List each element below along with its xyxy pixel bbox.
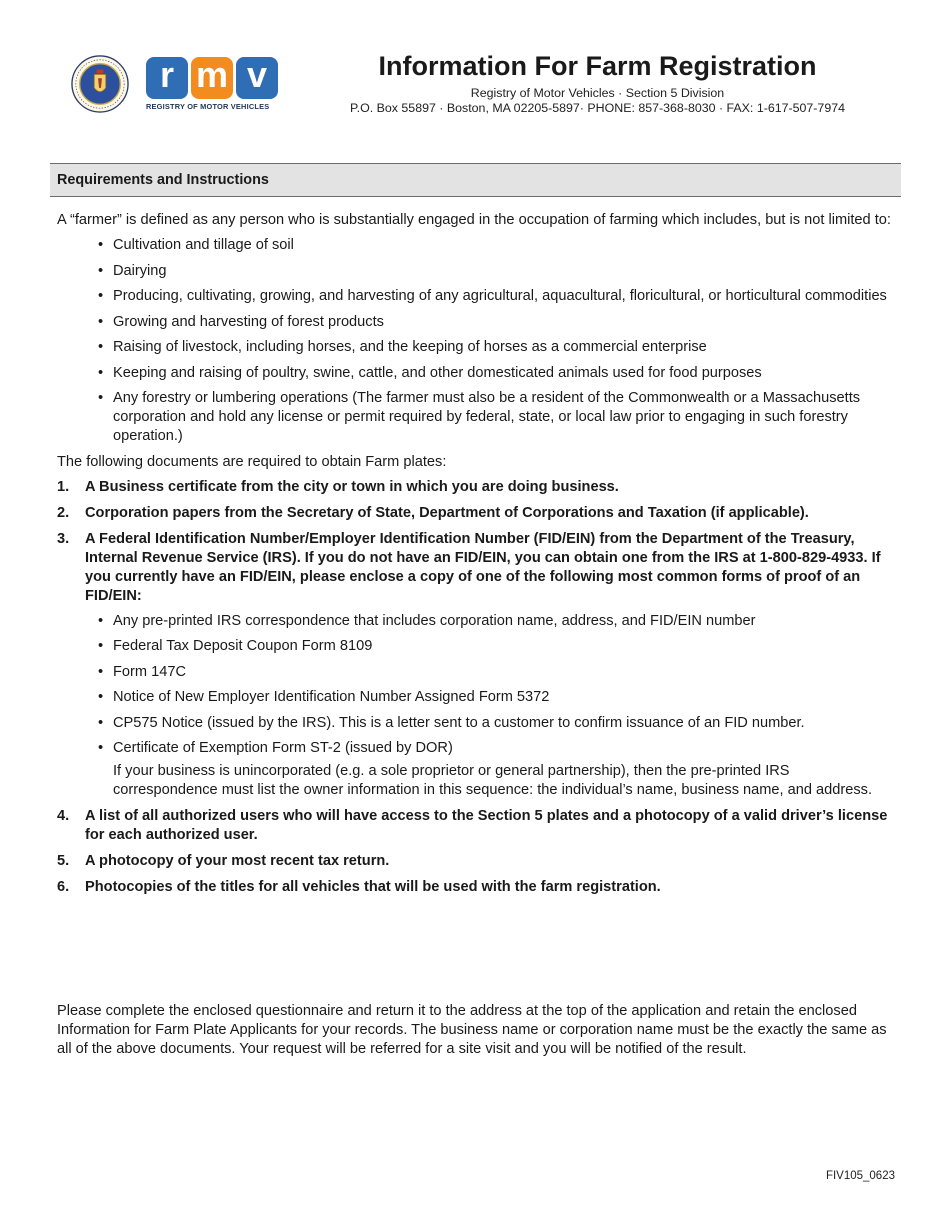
- section-title: Requirements and Instructions: [57, 172, 269, 188]
- rmv-logo-letter-r: r: [146, 57, 188, 99]
- list-item: • Notice of New Employer Identification Number Assigned Form 5372: [98, 688, 897, 707]
- requirement-text: A photocopy of your most recent tax return.: [85, 853, 390, 869]
- instructions-body: [57, 211, 897, 904]
- fid-proof-list: [85, 612, 897, 801]
- requirements-list: [57, 478, 897, 898]
- requirement-item: [57, 807, 897, 845]
- list-item: • Cultivation and tillage of soil: [98, 236, 897, 255]
- list-item: [98, 739, 897, 800]
- list-item: • Any pre-printed IRS correspondence that includes corporation name, address, and FID/EIN number: [98, 612, 897, 631]
- rmv-logo: [146, 54, 286, 117]
- document-header: [0, 0, 950, 140]
- rmv-logo-letter-m: m: [191, 57, 233, 99]
- division-line: Registry of Motor Vehicles · Section 5 Division: [470, 86, 725, 100]
- rmv-logo-letter-v: v: [236, 57, 278, 99]
- section-header: [50, 163, 901, 197]
- page-title: Information For Farm Registration: [378, 51, 817, 81]
- requirement-text: A list of all authorized users who will have access to the Section 5 plates and a photocopy of a valid driver’s license for each authorized user.: [85, 808, 888, 843]
- list-item: • Keeping and raising of poultry, swine, cattle, and other domesticated animals used for food purposes: [98, 364, 897, 383]
- requirement-number: 2.: [57, 504, 70, 521]
- requirement-text: A Federal Identification Number/Employer Identification Number (FID/EIN) from the Department of the Treasury, Internal Revenue Service (IRS). If you do not have an FID/EIN, you can obtain one from the IRS at 1-800-829-4933. If you currently have an FID/EIN, please enclose a copy of one of the following most common forms of proof of an FID/EIN:: [85, 530, 881, 604]
- requirement-number: 1.: [57, 478, 70, 495]
- list-item: • CP575 Notice (issued by the IRS). This is a letter sent to a customer to confirm issuance of an FID number.: [98, 714, 897, 733]
- unincorporated-note: If your business is unincorporated (e.g. a sole proprietor or general partnership), then the pre-printed IRS correspondence must list the owner information in this sequence: the individual’s name, business name, and address.: [113, 763, 873, 798]
- list-item: • Growing and harvesting of forest products: [98, 313, 897, 332]
- requirement-text: A Business certificate from the city or town in which you are doing business.: [85, 478, 619, 495]
- form-id: FIV105_0623: [825, 1170, 895, 1182]
- massachusetts-seal-icon: [71, 55, 129, 113]
- list-item: • Dairying: [98, 262, 897, 281]
- closing-instructions: Please complete the enclosed questionnaire and return it to the address at the top of the application and retain the enclosed Information for Farm Plate Applicants for your records. The business name or corporation name must be the exactly the same as all of the above documents. Your request will be referred for a site visit and you will be notified of the result.: [57, 1002, 887, 1057]
- list-item-text: Certificate of Exemption Form ST-2 (issued by DOR): [113, 740, 453, 756]
- documents-intro: The following documents are required to obtain Farm plates:: [57, 453, 447, 470]
- list-item: • Any forestry or lumbering operations (The farmer must also be a resident of the Commonwealth or a Massachusetts corporation and hold any license or permit required by federal, state, or local law prior to engaging in such forestry operation.): [98, 389, 897, 446]
- contact-line: P.O. Box 55897 · Boston, MA 02205-5897· PHONE: 857-368-8030 · FAX: 1-617-507-7974: [349, 101, 845, 115]
- list-item: • Producing, cultivating, growing, and harvesting of any agricultural, aquacultural, floricultural, or horticultural commodities: [98, 287, 897, 306]
- list-item: • Federal Tax Deposit Coupon Form 8109: [98, 637, 897, 656]
- list-item: • Form 147C: [98, 663, 897, 682]
- list-item: • Raising of livestock, including horses, and the keeping of horses as a commercial enterprise: [98, 338, 897, 357]
- requirement-item: [57, 878, 897, 897]
- requirement-number: 5.: [57, 853, 70, 869]
- requirement-text: Photocopies of the titles for all vehicles that will be used with the farm registration.: [85, 879, 661, 895]
- requirement-item: [57, 504, 897, 523]
- requirement-number: 6.: [57, 879, 70, 895]
- farmer-definition: A “farmer” is defined as any person who is substantially engaged in the occupation of farming which includes, but is not limited to:: [57, 212, 891, 228]
- requirement-number: 4.: [57, 808, 70, 824]
- requirement-number: 3.: [57, 530, 70, 547]
- requirement-text: Corporation papers from the Secretary of State, Department of Corporations and Taxation (if applicable).: [85, 504, 809, 521]
- rmv-logo-subtitle: REGISTRY OF MOTOR VEHICLES: [146, 102, 270, 111]
- requirement-item: [57, 478, 897, 497]
- farming-activities-list: [57, 236, 897, 446]
- requirement-item: [57, 852, 897, 871]
- requirement-item: [57, 530, 897, 801]
- title-block: [320, 50, 875, 116]
